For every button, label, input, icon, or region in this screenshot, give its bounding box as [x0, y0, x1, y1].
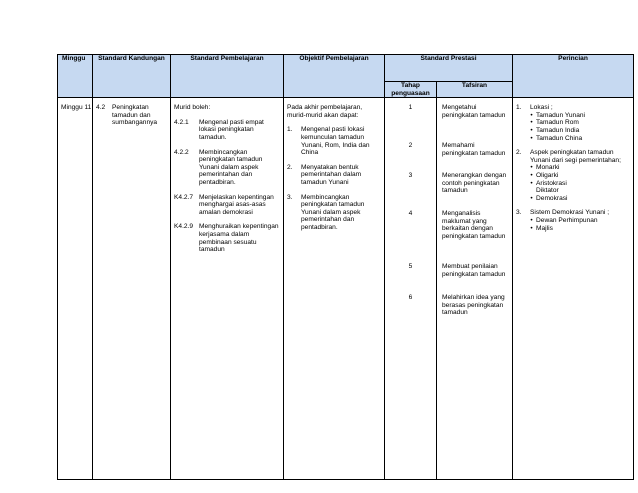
- header-standard-pembelajaran: Standard Pembelajaran: [171, 55, 284, 98]
- sp-item-number: K4.2.7: [174, 193, 194, 201]
- perincian-section: [513, 209, 633, 232]
- header-minggu: Minggu: [58, 55, 93, 98]
- perincian-section: [513, 149, 633, 202]
- cell-standard-pembelajaran: [171, 98, 284, 480]
- cell-objektif-pembelajaran: [284, 98, 385, 480]
- bullet-icon: •: [530, 111, 533, 119]
- header-objektif-pembelajaran: Objektif Pembelajaran: [284, 55, 385, 98]
- perincian-number: 2.: [516, 149, 522, 157]
- sp-item-text: Menghuraikan kepentingan kerjasama dalam pembinaan sesuatu tamadun: [199, 223, 279, 254]
- tahap-level: 3: [408, 172, 413, 180]
- sp-item: [171, 149, 283, 187]
- sp-item: [171, 119, 283, 142]
- bullet-icon: •: [530, 224, 533, 232]
- list-item: • Tamadun Yunani: [527, 112, 633, 120]
- obj-item: [284, 194, 384, 232]
- lesson-plan-document: [57, 54, 633, 480]
- obj-item-number: 1.: [287, 126, 293, 134]
- sp-item-text: Mengenal pasti empat lokasi peningkatan tamadun.: [199, 118, 264, 141]
- bullet-icon: •: [530, 126, 533, 134]
- cell-minggu: [58, 98, 93, 480]
- list-item: • Aristokrasi Diktator: [527, 180, 633, 195]
- bullet-icon: •: [530, 134, 533, 142]
- obj-item-text: Mengenal pasti lokasi kemunculan tamadun Yunani, Rom, India dan China: [301, 126, 370, 157]
- tafsiran-text: Menerangkan dengan contoh peningkatan tamadun: [442, 172, 507, 195]
- tahap-level: 6: [408, 294, 413, 302]
- perincian-number: 3.: [516, 209, 522, 217]
- header-tahap-penguasaan: Tahap penguasaan: [385, 82, 437, 98]
- sp-item: [171, 223, 283, 253]
- sk-number: 4.2: [96, 104, 106, 112]
- tahap-level: 1: [408, 104, 413, 112]
- perincian-title: Sistem Demokrasi Yunani ;: [530, 209, 610, 217]
- sk-text: Peningkatan tamadun dan sumbangannya: [112, 104, 158, 127]
- tafsiran-text: Melahirkan idea yang berasas peningkatan tamadun: [442, 294, 505, 317]
- list-item: • Dewan Perhimpunan: [527, 217, 633, 225]
- list-item: • Monarki: [527, 164, 633, 172]
- sp-item-text: Membincangkan peningkatan tamadun Yunani dalam aspek pemerintahan dan pentadbiran.: [199, 148, 263, 186]
- week-label: Minggu 11: [61, 104, 92, 112]
- tafsiran-text: Membuat penilaian peningkatan tamadun: [442, 263, 506, 278]
- sp-item-number: 4.2.2: [174, 148, 189, 156]
- perincian-section: [513, 104, 633, 142]
- list-item: • Tamadun Rom: [527, 119, 633, 127]
- header-standard-kandungan: Standard Kandungan: [93, 55, 171, 98]
- obj-item-number: 2.: [287, 163, 293, 171]
- obj-item: [284, 164, 384, 187]
- sp-item-number: 4.2.1: [174, 118, 189, 126]
- sp-item-number: K4.2.9: [174, 223, 194, 231]
- list-item: • Demokrasi: [527, 195, 633, 203]
- bullet-icon: •: [530, 119, 533, 127]
- cell-tahap-penguasaan: [385, 98, 437, 480]
- list-item: • Tamadun China: [527, 135, 633, 143]
- sp-item: [171, 194, 283, 217]
- tafsiran-text: Memahami peningkatan tamadun: [442, 142, 506, 157]
- cell-standard-kandungan: [93, 98, 171, 480]
- bullet-icon: •: [530, 164, 533, 172]
- perincian-title: Aspek peningkatan tamadun Yunani dari segi pemerintahan;: [530, 149, 621, 164]
- tahap-level: 5: [408, 263, 413, 271]
- bullet-icon: •: [530, 194, 533, 202]
- bullet-icon: •: [530, 171, 533, 179]
- obj-intro: Pada akhir pembelajaran, murid-murid akan dapat:: [287, 104, 363, 119]
- header-tafsiran: Tafsiran: [437, 82, 513, 98]
- tafsiran-text: Mengetahui peningkatan tamadun: [442, 104, 506, 119]
- obj-item-number: 3.: [287, 193, 293, 201]
- tahap-level: 2: [408, 142, 413, 150]
- header-standard-prestasi: Standard Prestasi: [385, 55, 513, 82]
- list-item: • Majlis: [527, 225, 633, 233]
- list-item: • Oligarki: [527, 172, 633, 180]
- cell-perincian: [513, 98, 634, 480]
- perincian-number: 1.: [516, 104, 522, 112]
- cell-tafsiran: [437, 98, 513, 480]
- lesson-plan-table: [57, 54, 634, 480]
- list-item: • Tamadun India: [527, 127, 633, 135]
- perincian-title: Lokasi ;: [530, 104, 553, 112]
- tafsiran-text: Menganalisis maklumat yang berkaitan dengan peningkatan tamadun: [442, 210, 506, 240]
- sp-intro: Murid boleh:: [174, 104, 211, 112]
- obj-item-text: Menyatakan bentuk pemerintahan dalam tamadun Yunani: [301, 163, 362, 186]
- sp-item-text: Menjelaskan kepentingan menghargai asas-asas amalan demokrasi: [199, 193, 274, 216]
- bullet-icon: •: [530, 216, 533, 224]
- obj-item: [284, 126, 384, 156]
- obj-item-text: Membincangkan peningkatan tamadun Yunani dalam aspek pemerintahan dan pentadbiran.: [301, 193, 365, 231]
- header-perincian: Perincian: [513, 55, 634, 98]
- tahap-level: 4: [408, 210, 413, 218]
- bullet-icon: •: [530, 179, 533, 187]
